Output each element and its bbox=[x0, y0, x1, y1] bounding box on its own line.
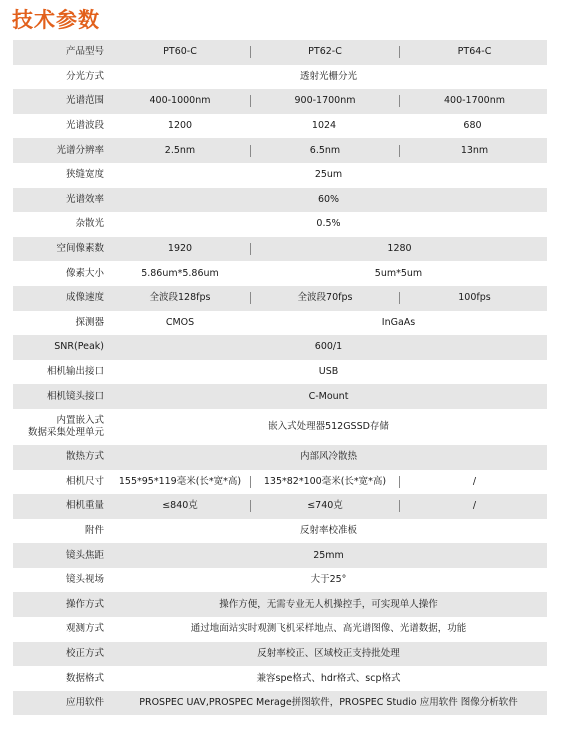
spec-label: 光谱效率 bbox=[65, 193, 104, 205]
spec-label: 成像速度 bbox=[65, 292, 104, 304]
spec-label: 相机输出接口 bbox=[46, 366, 104, 378]
spec-value: 25um bbox=[314, 169, 343, 181]
spec-row bbox=[13, 89, 547, 114]
spec-row bbox=[13, 286, 547, 311]
spec-value: 600/1 bbox=[314, 341, 343, 353]
spec-row bbox=[13, 237, 547, 262]
spec-value: PT60-C bbox=[163, 46, 197, 58]
spec-label: 镜头视场 bbox=[65, 574, 104, 586]
spec-value: / bbox=[472, 475, 477, 487]
spec-row bbox=[13, 470, 547, 495]
spec-value: 透射光栅分光 bbox=[299, 70, 357, 82]
spec-value: 通过地面站实时观测飞机采样地点、高光谱图像、光谱数据，功能 bbox=[190, 623, 467, 635]
spec-row bbox=[13, 188, 547, 213]
spec-row bbox=[13, 65, 547, 90]
spec-label: 狭缝宽度 bbox=[65, 169, 104, 181]
spec-label: 数据格式 bbox=[65, 672, 104, 684]
spec-value: 400-1000nm bbox=[149, 95, 211, 107]
spec-label: 操作方式 bbox=[65, 598, 104, 610]
spec-value: CMOS bbox=[165, 316, 195, 328]
spec-value: 操作方便，无需专业无人机操控手，可实现单人操作 bbox=[219, 598, 438, 610]
spec-value: 5um*5um bbox=[374, 267, 423, 279]
spec-value: 60% bbox=[317, 193, 340, 205]
spec-value: USB bbox=[318, 366, 339, 378]
spec-row bbox=[13, 311, 547, 336]
spec-label: 校正方式 bbox=[65, 647, 104, 659]
spec-label: 探测器 bbox=[75, 316, 104, 328]
spec-value: 全波段128fps bbox=[149, 292, 211, 304]
spec-value: C-Mount bbox=[308, 390, 349, 402]
spec-value: 1024 bbox=[311, 120, 337, 132]
spec-table bbox=[13, 40, 547, 715]
spec-row bbox=[13, 384, 547, 409]
spec-value: PROSPEC UAV,PROSPEC Merage拼图软件，PROSPEC Studio 应用软件 图像分析软件 bbox=[139, 697, 518, 709]
spec-value: 1280 bbox=[387, 243, 412, 255]
spec-row bbox=[13, 592, 547, 617]
spec-row bbox=[13, 163, 547, 188]
spec-label: 空间像素数 bbox=[56, 243, 104, 255]
spec-value: InGaAs bbox=[381, 316, 416, 328]
spec-value: ≤840克 bbox=[162, 500, 198, 512]
spec-label: 分光方式 bbox=[65, 70, 104, 82]
spec-value: 135*82*100毫米(长*宽*高) bbox=[263, 475, 387, 487]
spec-row bbox=[13, 617, 547, 642]
spec-label: 相机尺寸 bbox=[65, 475, 104, 487]
spec-row bbox=[13, 360, 547, 385]
spec-value: / bbox=[472, 500, 477, 512]
spec-row bbox=[13, 543, 547, 568]
spec-value: 900-1700nm bbox=[294, 95, 356, 107]
spec-value: 13nm bbox=[460, 144, 489, 156]
spec-value: 100fps bbox=[458, 292, 491, 304]
spec-label: 光谱分辨率 bbox=[56, 144, 104, 156]
spec-row bbox=[13, 568, 547, 593]
spec-row bbox=[13, 114, 547, 139]
spec-label: 内置嵌入式 数据采集处理单元 bbox=[27, 414, 104, 438]
spec-label: SNR(Peak) bbox=[54, 341, 104, 353]
spec-value: 反射率校正、区域校正支持批处理 bbox=[257, 647, 400, 659]
spec-label: 光谱范围 bbox=[65, 95, 104, 107]
spec-row bbox=[13, 445, 547, 470]
spec-value: 400-1700nm bbox=[443, 95, 505, 107]
spec-value: 680 bbox=[463, 120, 482, 132]
spec-row bbox=[13, 519, 547, 544]
spec-value: 1920 bbox=[167, 243, 193, 255]
spec-row bbox=[13, 212, 547, 237]
spec-value: 5.86um*5.86um bbox=[141, 267, 219, 279]
spec-label: 散热方式 bbox=[65, 451, 104, 463]
spec-label: 应用软件 bbox=[65, 697, 104, 709]
spec-row bbox=[13, 138, 547, 163]
spec-value: 内部风冷散热 bbox=[299, 451, 357, 463]
spec-label: 像素大小 bbox=[65, 267, 104, 279]
spec-value: 全波段70fps bbox=[297, 292, 353, 304]
spec-row bbox=[13, 261, 547, 286]
spec-value: 2.5nm bbox=[164, 144, 196, 156]
page-title: 技术参数 bbox=[12, 8, 100, 32]
spec-row bbox=[13, 335, 547, 360]
spec-row bbox=[13, 40, 547, 65]
spec-value: 0.5% bbox=[316, 218, 341, 230]
spec-label: 附件 bbox=[84, 524, 104, 536]
spec-row bbox=[13, 666, 547, 691]
spec-value: 反射率校准板 bbox=[299, 524, 357, 536]
spec-label: 镜头焦距 bbox=[65, 549, 104, 561]
spec-label: 相机镜头接口 bbox=[46, 390, 104, 402]
spec-label: 杂散光 bbox=[75, 218, 104, 230]
spec-value: 大于25° bbox=[310, 574, 347, 586]
spec-value: 6.5nm bbox=[309, 144, 341, 156]
spec-value: 155*95*119毫米(长*宽*高) bbox=[118, 475, 242, 487]
spec-label: 相机重量 bbox=[65, 500, 104, 512]
spec-value: 1200 bbox=[167, 120, 193, 132]
spec-value: PT64-C bbox=[457, 46, 492, 58]
spec-label: 观测方式 bbox=[65, 623, 104, 635]
spec-row bbox=[13, 409, 547, 445]
spec-label: 产品型号 bbox=[65, 46, 104, 58]
spec-value: 25mm bbox=[313, 549, 344, 561]
spec-row bbox=[13, 642, 547, 667]
spec-value: ≤740克 bbox=[307, 500, 343, 512]
spec-value: 嵌入式处理器512GSSD存储 bbox=[268, 420, 389, 432]
spec-value: 兼容spe格式、hdr格式、scp格式 bbox=[256, 672, 401, 684]
spec-row bbox=[13, 494, 547, 519]
spec-row bbox=[13, 691, 547, 716]
spec-value: PT62-C bbox=[308, 46, 342, 58]
spec-label: 光谱波段 bbox=[65, 120, 104, 132]
